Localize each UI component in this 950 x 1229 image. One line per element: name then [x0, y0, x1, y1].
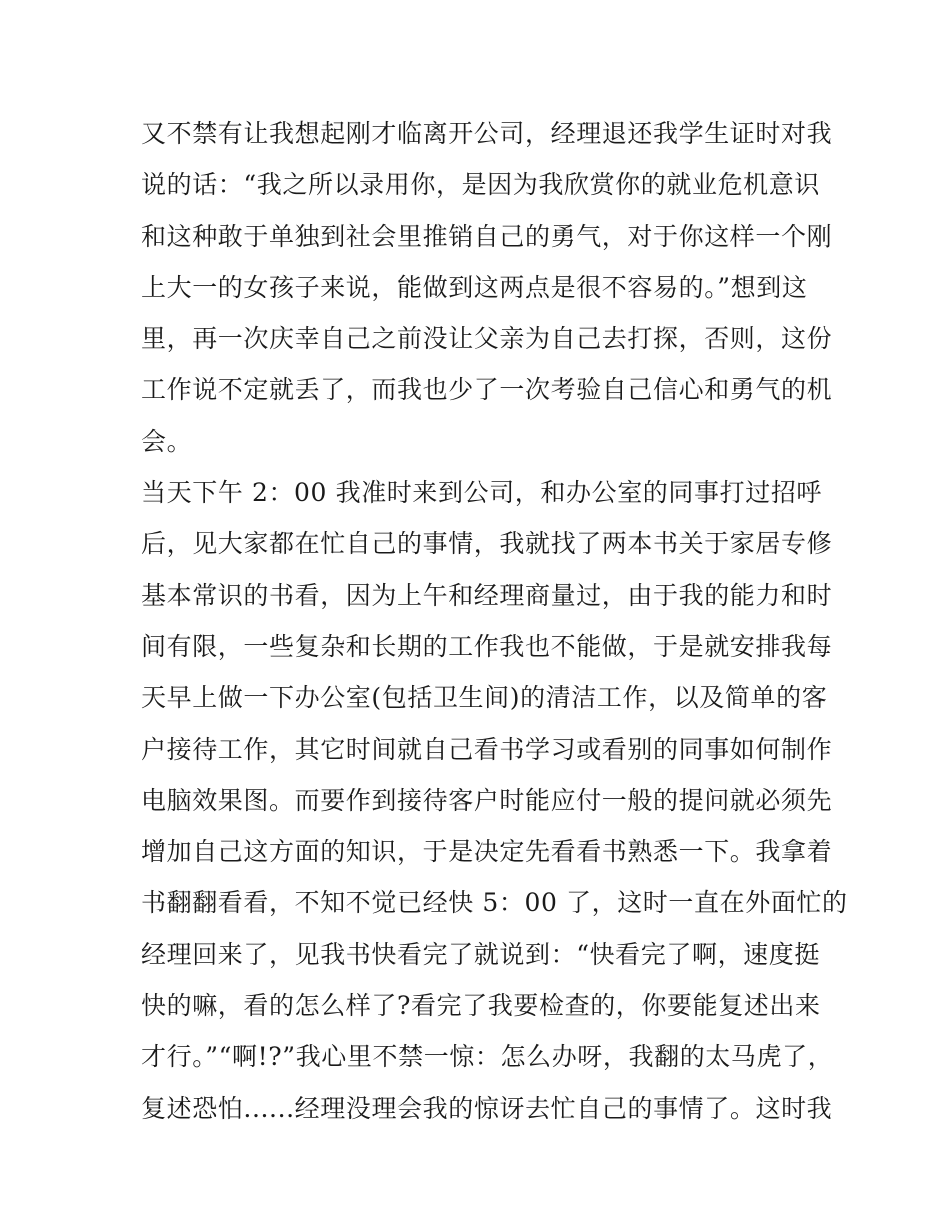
body-text — [141, 108, 848, 1134]
text-line-14: 电脑效果图。而要作到接待客户时能应付一般的提问就必须先 — [141, 785, 833, 815]
text-line-12: 天早上做一下办公室(包括卫生间)的清洁工作，以及简单的客 — [141, 683, 828, 713]
text-line-19: 才行。”“啊!?”我心里不禁一惊：怎么办呀，我翻的太马虎了， — [141, 1042, 834, 1072]
text-line-1: 又不禁有让我想起刚才临离开公司，经理退还我学生证时对我 — [141, 119, 833, 148]
text-line-16: 书翻翻看看，不知不觉已经快 5：00 了，这时一直在外面忙的 — [141, 888, 848, 918]
text-line-6: 工作说不定就丢了，而我也少了一次考验自己信心和勇气的机 — [141, 375, 833, 405]
text-line-18: 快的嘛，看的怎么样了?看完了我要检查的，你要能复述出来 — [141, 991, 821, 1021]
text-line-15: 增加自己这方面的知识，于是决定先看看书熟悉一下。我拿着 — [141, 837, 833, 867]
text-line-9: 后，见大家都在忙自己的事情，我就找了两本书关于家居专修 — [141, 529, 833, 559]
text-line-20: 复述恐怕......经理没理会我的惊讶去忙自己的事情了。这时我 — [141, 1093, 833, 1123]
text-line-17: 经理回来了，见我书快看完了就说到：“快看完了啊，速度挺 — [141, 939, 820, 969]
text-line-4: 上大一的女孩子来说，能做到这两点是很不容易的。”想到这 — [141, 272, 808, 302]
text-line-11: 间有限，一些复杂和长期的工作我也不能做，于是就安排我每 — [141, 631, 833, 661]
text-line-10: 基本常识的书看，因为上午和经理商量过，由于我的能力和时 — [141, 580, 833, 610]
text-line-8: 当天下午 2：00 我准时来到公司，和办公室的同事打过招呼 — [141, 478, 823, 508]
text-line-2: 说的话：“我之所以录用你，是因为我欣赏你的就业危机意识 — [141, 170, 820, 200]
text-line-7: 会。 — [141, 426, 193, 456]
text-line-13: 户接待工作，其它时间就自己看书学习或看别的同事如何制作 — [141, 734, 833, 764]
text-line-3: 和这种敢于单独到社会里推销自己的勇气，对于你这样一个刚 — [141, 221, 833, 251]
text-line-5: 里，再一次庆幸自己之前没让父亲为自己去打探，否则，这份 — [141, 324, 833, 354]
